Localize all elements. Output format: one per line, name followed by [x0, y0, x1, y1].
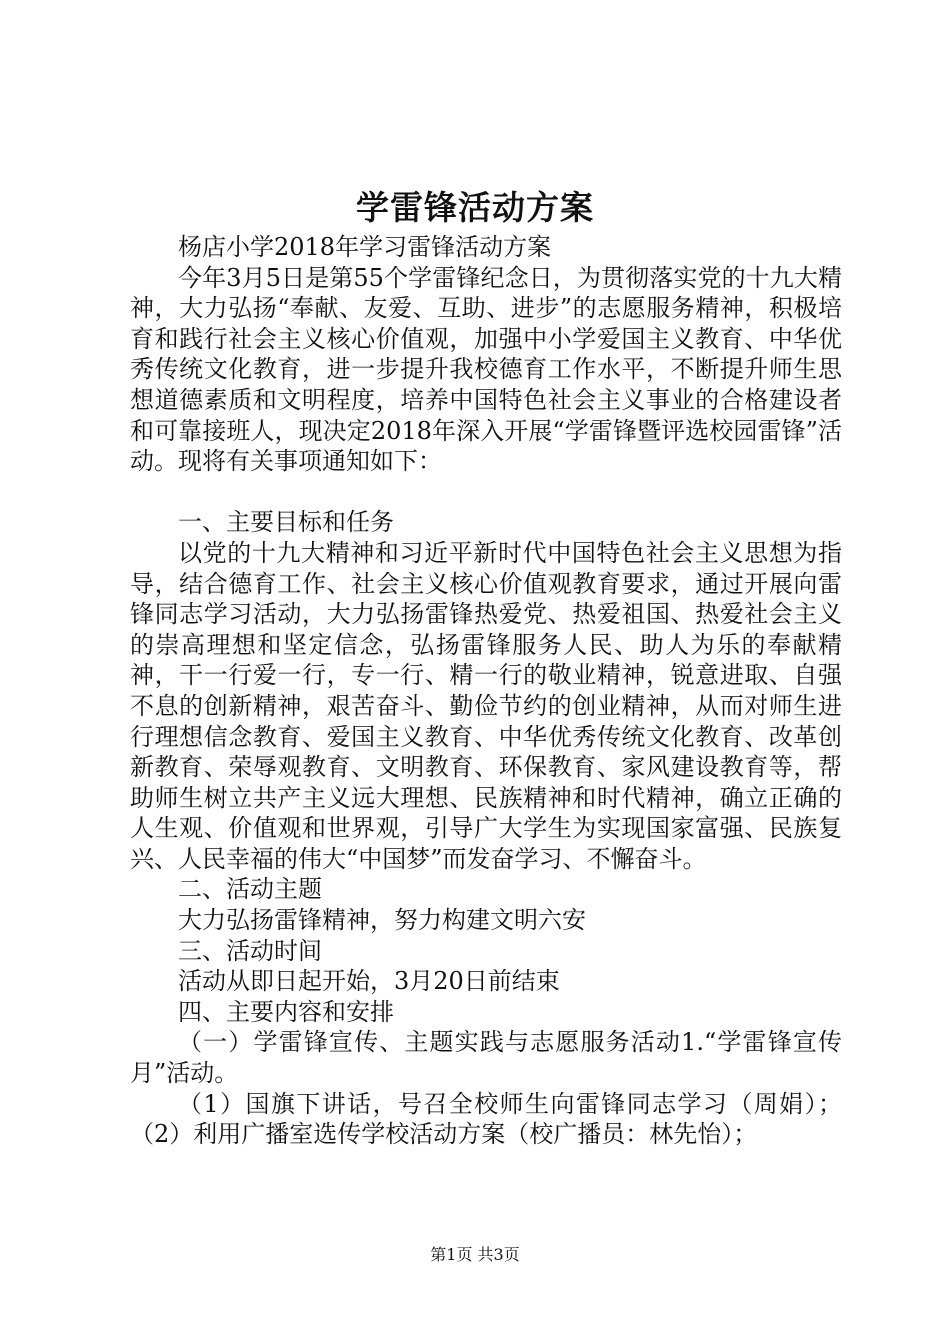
page-footer: 第1页 共3页 [430, 1245, 520, 1264]
paragraph-time: 活动从即日起开始，3月20日前结束 [178, 967, 560, 996]
heading-goals: 一、主要目标和任务 [178, 508, 394, 537]
heading-theme: 二、活动主题 [178, 875, 322, 904]
document-title: 学雷锋活动方案 [356, 188, 594, 227]
paragraph-goals: 以党的十九大精神和习近平新时代中国特色社会主义思想为指导，结合德育工作、社会主义核心价值观教育要求，通过开展向雷锋同志学习活动，大力弘扬雷锋热爱党、热爱祖国、热爱社会主义的崇高理想和坚定信念，弘扬雷锋服务人民、助人为乐的奉献精神，干一行爱一行，专一行、精一行的敬业精神，锐意进取、自强不息的创新精神，艰苦奋斗、勤俭节约的创业精神，从而对师生进行理想信念教育、爱国主义教育、中华优秀传统文化教育、改革创新教育、荣辱观教育、文明教育、环保教育、家风建设教育等，帮助师生树立共产主义远大理想、民族精神和时代精神，确立正确的人生观、价值观和世界观，引导广大学生为实现国家富强、民族复兴、人民幸福的伟大“中国梦”而发奋学习、不懈奋斗。 [130, 538, 842, 873]
paragraph-school-plan-title: 杨店小学2018年学习雷锋活动方案 [178, 233, 552, 261]
paragraph-introduction: 今年3月5日是第55个学雷锋纪念日，为贯彻落实党的十九大精神，大力弘扬“奉献、友爱、互助、进步”的志愿服务精神，积极培育和践行社会主义核心价值观，加强中小学爱国主义教育、中华优秀传统文化教育，进一步提升我校德育工作水平，不断提升师生思想道德素质和文明程度，培养中国特色社会主义事业的合格建设者和可靠接班人，现决定2018年深入开展“学雷锋暨评选校园雷锋”活动。现将有关事项通知如下： [130, 263, 842, 476]
paragraph-content-2: （1）国旗下讲话，号召全校师生向雷锋同志学习（周娟）；（2）利用广播室选传学校活动方案（校广播员：林先怡）； [130, 1089, 842, 1149]
heading-content: 四、主要内容和安排 [178, 997, 394, 1026]
document-body [130, 232, 842, 1150]
paragraph-content-1: （一）学雷锋宣传、主题实践与志愿服务活动1.“学雷锋宣传月”活动。 [130, 1028, 842, 1088]
paragraph-gap [130, 477, 842, 508]
paragraph-theme: 大力弘扬雷锋精神，努力构建文明六安 [178, 906, 586, 935]
heading-time: 三、活动时间 [178, 936, 322, 965]
